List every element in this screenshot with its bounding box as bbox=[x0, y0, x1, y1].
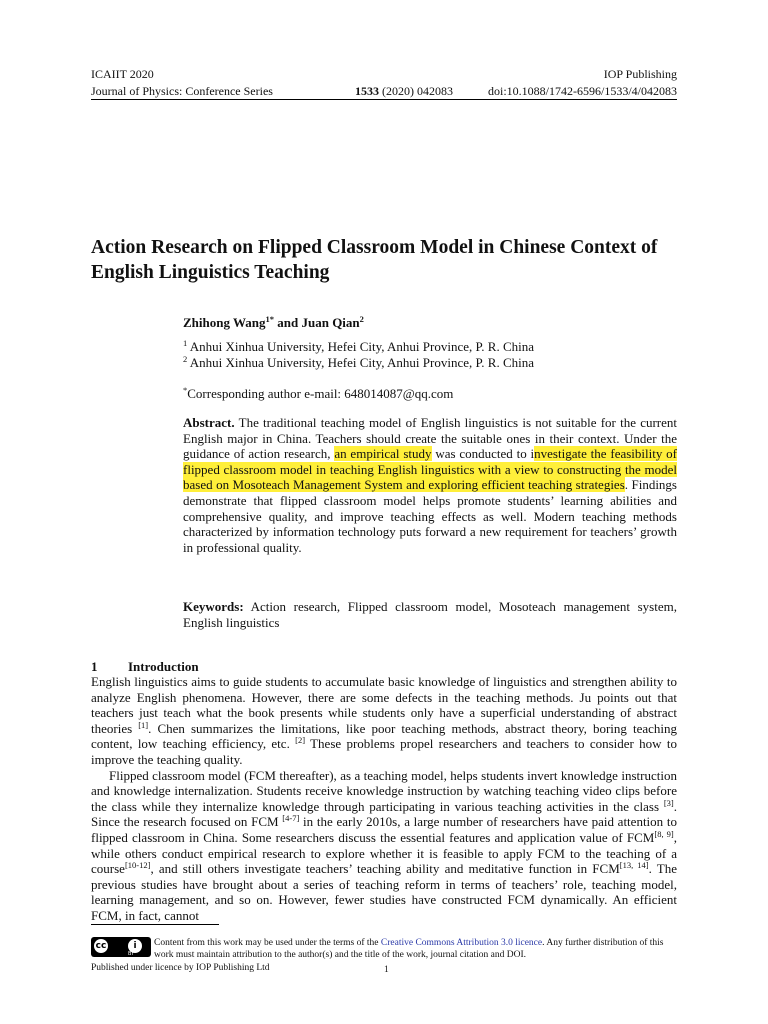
affiliation-2-text: Anhui Xinhua University, Hefei City, Anhui Province, P. R. China bbox=[187, 355, 535, 370]
abstract-text-1: The traditional teaching model of English linguistics is not suitable for the current English major in China. Teachers should create the suitable ones in their context. Under the guidance of action research, bbox=[183, 415, 677, 462]
keywords-label: Keywords: bbox=[183, 599, 244, 614]
section-title: Introduction bbox=[128, 659, 199, 674]
paragraph-1-text-2: . Chen summarizes the limitations, like poor teaching methods, abstract theory, boring teaching content, low teaching efficiency, etc. bbox=[91, 720, 678, 752]
paragraph-1-text-1: English linguistics aims to guide students to accumulate basic knowledge of linguistics and strengthen ability to analyze English phenomena. However, there are some defects in the teaching methods. Ju points out that teachers just teach what the book presents while students only have a superficial understanding of abstract theories bbox=[91, 674, 677, 736]
doi[interactable]: doi:10.1088/1742-6596/1533/4/042083 bbox=[488, 84, 677, 98]
section-body bbox=[91, 674, 677, 924]
paper-title: Action Research on Flipped Classroom Model in Chinese Context of English Linguistics Teaching bbox=[91, 237, 658, 283]
author-conjunction: and bbox=[274, 315, 302, 330]
license-text-1: Content from this work may be used under the terms of the bbox=[154, 938, 381, 948]
license-notice bbox=[154, 937, 677, 961]
header-rule bbox=[91, 99, 677, 100]
author-1-marker: 1* bbox=[265, 314, 275, 324]
author-2-marker: 2 bbox=[359, 314, 364, 324]
cc-by-badge[interactable] bbox=[91, 937, 151, 957]
paragraph-1 bbox=[91, 674, 677, 768]
abstract bbox=[183, 415, 677, 555]
conference-name: ICAIIT 2020 bbox=[91, 67, 154, 81]
abstract-text-2: was conducted to i bbox=[431, 446, 535, 462]
volume-number: 1533 bbox=[355, 84, 379, 98]
citation-marker: [13, 14] bbox=[619, 860, 649, 871]
keywords bbox=[183, 599, 677, 630]
author-line bbox=[183, 315, 364, 331]
paragraph-2 bbox=[91, 768, 677, 924]
citation-year-article: (2020) 042083 bbox=[379, 84, 453, 98]
abstract-highlight-1: an empirical study bbox=[334, 446, 432, 462]
citation-marker: [3] bbox=[663, 797, 674, 808]
paragraph-2-text-1: Flipped classroom model (FCM thereafter), as a teaching model, helps students invert knowledge instruction and knowledge internalization. Students receive knowledge instruction by watching teaching video clips before the class while they internalize knowledge through participating in various teaching activities in the class bbox=[91, 767, 677, 814]
paragraph-2-text-3: in the early 2010s, a large number of researchers have paid attention to flipped classroom in China. Some researchers discuss the essential features and application value of FCM bbox=[91, 814, 677, 845]
citation-marker: [1] bbox=[138, 719, 149, 730]
license-link[interactable]: Creative Commons Attribution 3.0 licence bbox=[380, 938, 543, 948]
abstract-label: Abstract. bbox=[183, 415, 235, 430]
affiliation-2 bbox=[183, 355, 534, 371]
paragraph-2-text-6: . The previous studies have brought about a series of teaching reform in terms of teachers’ role, teaching model, learning management, and so on. However, fewer studies have constructed FCM dynamically. An efficient FCM, in fact, cannot bbox=[91, 861, 677, 923]
attribution-icon: i bbox=[128, 939, 142, 953]
corresponding-marker: * bbox=[183, 385, 188, 395]
abstract-highlight-2: nvestigate the feasibility of flipped classroom model in teaching English linguistics with a view to constructing the model based on Mosoteach Management System and exploring efficient teaching strategies bbox=[183, 446, 678, 493]
paragraph-2-text-2: . Since the research focused on FCM bbox=[91, 798, 677, 830]
author-1: Zhihong Wang bbox=[183, 315, 266, 330]
paragraph-2-text-4: , while others conduct empirical research to explore whether it is feasible to apply FCM to the teaching of a course bbox=[91, 829, 678, 877]
affiliation-1-marker: 1 bbox=[183, 338, 188, 348]
citation bbox=[355, 84, 453, 98]
keywords-text: Action research, Flipped classroom model, Mosoteach management system, English linguistics bbox=[183, 599, 677, 630]
page-number: 1 bbox=[384, 965, 389, 975]
affiliation-1-text: Anhui Xinhua University, Hefei City, Anhui Province, P. R. China bbox=[187, 339, 535, 354]
citation-marker: [8, 9] bbox=[654, 828, 674, 839]
abstract-text-3: . Findings demonstrate that flipped classroom model helps promote students’ learning abilities and comprehensive quality, and improve teaching effects as well. Modern teaching methods characterized by information technology puts forward a new requirement for teachers’ growth in professional quality. bbox=[183, 477, 677, 555]
license-text-2: . Any further distribution of this work must maintain attribution to the author(s) and the title of the work, journal citation and DOI. bbox=[154, 938, 664, 960]
by-label: BY bbox=[128, 951, 135, 957]
section-heading bbox=[91, 659, 199, 675]
section-number: 1 bbox=[91, 659, 98, 674]
author-2: Juan Qian bbox=[301, 315, 360, 330]
corresponding-email[interactable]: Corresponding author e-mail: 648014087@qq.com bbox=[187, 386, 454, 401]
creative-commons-icon: cc bbox=[95, 941, 107, 951]
citation-marker: [10-12] bbox=[124, 860, 151, 871]
publisher-notice: Published under licence by IOP Publishing Ltd bbox=[91, 963, 270, 973]
footer-rule bbox=[91, 924, 219, 925]
citation-marker: [4-7] bbox=[282, 813, 300, 824]
corresponding-author bbox=[183, 386, 453, 402]
affiliation-1 bbox=[183, 339, 534, 355]
paragraph-2-text-5: , and still others investigate teachers’ teaching ability and meditative function in FCM bbox=[150, 861, 620, 877]
publisher-name: IOP Publishing bbox=[603, 67, 677, 81]
affiliation-2-marker: 2 bbox=[183, 354, 188, 364]
journal-name: Journal of Physics: Conference Series bbox=[91, 84, 273, 98]
citation-marker: [2] bbox=[295, 735, 306, 746]
paragraph-1-text-3: These problems propel researchers and teachers to consider how to improve the teaching quality. bbox=[91, 736, 677, 767]
